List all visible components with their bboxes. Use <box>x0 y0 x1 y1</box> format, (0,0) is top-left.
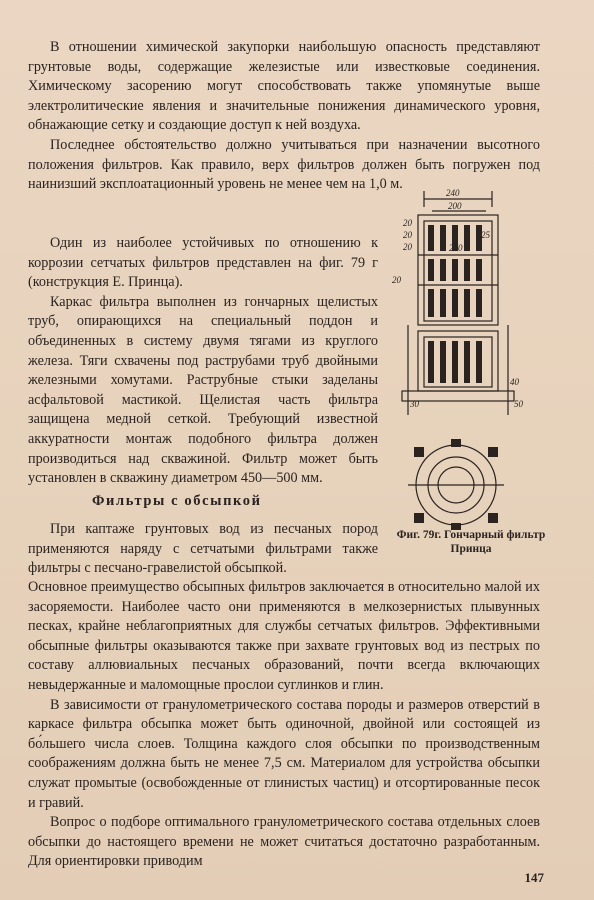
narrow-text-2 <box>28 520 378 579</box>
filter-drawing <box>388 185 558 530</box>
page-number: 147 <box>524 870 544 885</box>
dim-label: 25 <box>481 230 490 240</box>
paragraph: Последнее обстоятельство должно учитываться при назначении высотного положения фильтров. Как правило, верх фильтров должен быть погружен под наинизший эксплоатационный уровень не менее чем на 1,0 м. <box>28 136 540 193</box>
dim-label: 240 <box>446 188 460 198</box>
paragraph: При каптаже грунтовых вод из песчаных пород применяются наряду с сетчатыми фильтрами также фильтры с песчано-гравелистой обсыпкой. <box>28 521 378 577</box>
dim-label: 20 <box>392 275 401 285</box>
paragraph: Основное преимущество обсыпных фильтров заключается в относительно малой их засоряемости. Наиболее часто они применяются в мелкозернистых плывунных песках, крайне неблагоприятных для службы сетчатых фильтров. Эффективными обсыпные фильтры оказываются также при захвате грунтовых вод из пестрых по составу аллювиальных песчаных образований, почти всегда включающих невыдержанные и маломощные прослои суглинков и глин. <box>28 579 540 693</box>
dim-label: 20 <box>403 218 412 228</box>
section-heading: Фильтры с обсыпкой <box>92 493 262 509</box>
bottom-text <box>28 578 540 872</box>
dim-label: 200 <box>448 201 462 211</box>
paragraph: Вопрос о подборе оптимального гранулометрического состава отдельных слоев обсыпки до настоящего времени не может считаться достаточно разработанным. Для ориентировки приводим <box>28 814 540 870</box>
dim-label: 270 <box>449 243 463 253</box>
dim-label: 20 <box>403 242 412 252</box>
dim-label: 30 <box>410 399 419 409</box>
filter-figure <box>388 185 558 530</box>
narrow-text <box>28 234 378 489</box>
dim-label: 50 <box>514 399 523 409</box>
dim-label: 20 <box>403 230 412 240</box>
paragraph: Один из наиболее устойчивых по отношению к коррозии сетчатых фильтров представлен на фиг. 79 г (конструкция Е. Принца). <box>28 235 378 291</box>
paragraph: В зависимости от гранулометрического состава породы и размеров отверстий в каркасе фильтра обсыпка может быть одиночной, двойной или состоящей из бо́льшего числа слоев. Толщина каждого слоя обсыпки по производственным соображениям должна быть не менее 7,5 см. Материалом для устройства обсыпки служат промытые (освобожденные от глинистых частиц) и отсортированные песок и гравий. <box>28 696 540 811</box>
figure-caption: Фиг. 79г. Гончарный фильтр Принца <box>396 529 546 555</box>
paragraph: Каркас фильтра выполнен из гончарных щелистых труб, опирающихся на специальный поддон и объединенных в систему двумя тягами из круглого железа. Тяги схвачены под раструбами труб двойными железными хомутами. Раструбные стыки заделаны асфальтовой мастикой. Щелистая часть фильтра защищена медной сеткой. Требующий известной аккуратности монтаж подобного фильтра должен производиться над скважиной. Фильтр может быть установлен в скважину диаметром 450—500 мм. <box>28 293 378 487</box>
paragraph: В отношении химической закупорки наибольшую опасность представляют грунтовые воды, содержащие железистые или известковые соединения. Химическому засорению могут способствовать также упомянутые выше электролитические явления и значительные понижения динамического уровня, обнажающие сетку и создающие доступ к ней воздуха. <box>28 39 540 134</box>
top-text <box>28 38 540 195</box>
dim-label: 40 <box>510 377 519 387</box>
